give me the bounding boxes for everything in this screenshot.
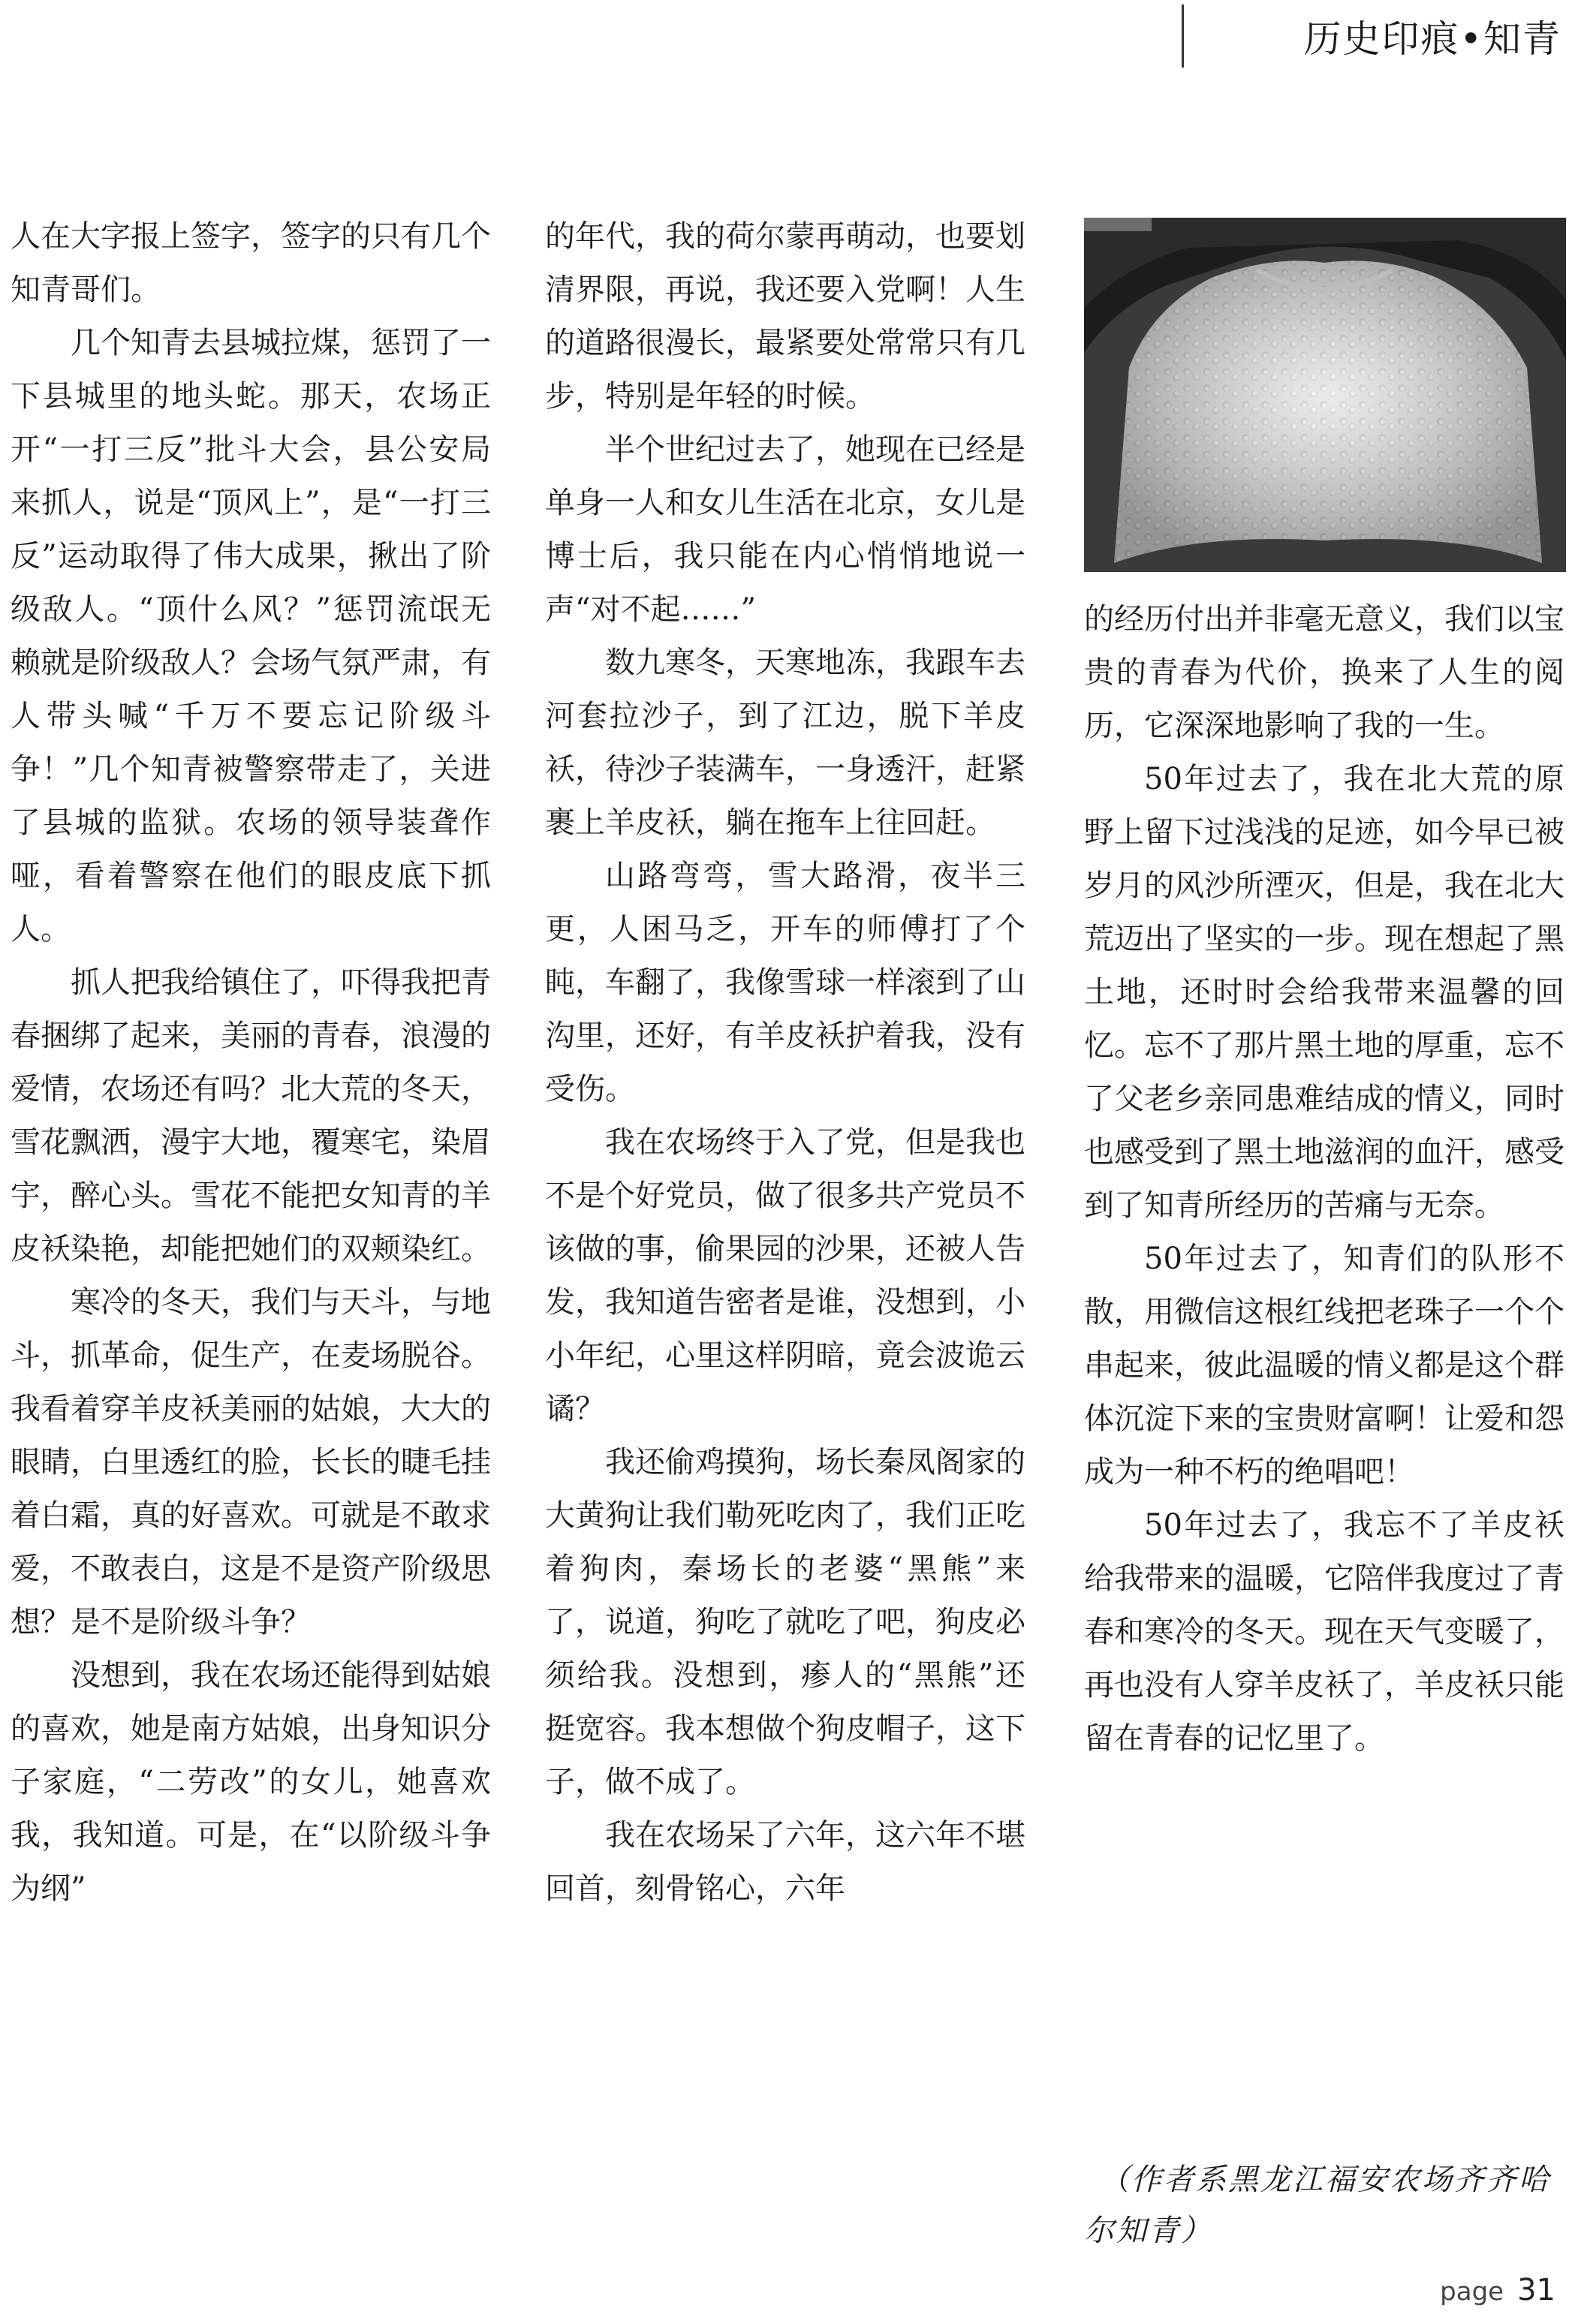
- paragraph: 人在大字报上签字，签字的只有几个知青哥们。: [11, 219, 491, 307]
- paragraph: 我在农场终于入了党，但是我也不是个好党员，做了很多共产党员不该做的事，偷果园的沙果，还被人告发，我知道告密者是谁，没想到，小小年纪，心里这样阴暗，竟会波诡云谲？: [545, 1125, 1025, 1426]
- paragraph: 抓人把我给镇住了，吓得我把青春捆绑了起来，美丽的青春，浪漫的爱情，农场还有吗？北大荒的冬天，雪花飘洒，漫宇大地，覆寒宅，染眉宇，醉心头。雪花不能把女知青的羊皮袄染艳，却能把她们的双颊染红。: [11, 965, 491, 1266]
- paragraph: 我还偷鸡摸狗，场长秦凤阁家的大黄狗让我们勒死吃肉了，我们正吃着狗肉，秦场长的老婆“黑熊”来了，说道，狗吃了就吃了吧，狗皮必须给我。没想到，瘆人的“黑熊”还挺宽容。我本想做个狗皮帽子，这下子，做不成了。: [545, 1445, 1025, 1799]
- author-byline: （作者系黑龙江福安农场齐齐哈尔知青）: [1084, 2163, 1551, 2248]
- page-number: 31: [1517, 2273, 1555, 2307]
- text-column-3: [1084, 593, 1564, 1766]
- paragraph: 几个知青去县城拉煤，惩罚了一下县城里的地头蛇。那天，农场正开“一打三反”批斗大会，县公安局来抓人，说是“顶风上”，是“一打三反”运动取得了伟大成果，揪出了阶级敌人。“顶什么风？”惩罚流氓无赖就是阶级敌人？会场气氛严肃，有人带头喊“千万不要忘记阶级斗争！”几个知青被警察带走了，关进了县城的监狱。农场的领导装聋作哑，看着警察在他们的眼皮底下抓人。: [11, 326, 491, 947]
- text-column-1: [11, 210, 491, 1916]
- page-footer: [1440, 2273, 1555, 2307]
- sheepskin-coat-photo: [1084, 218, 1566, 572]
- paragraph: 50年过去了，知青们的队形不散，用微信这根红线把老珠子一个个串起来，彼此温暖的情义都是这个群体沉淀下来的宝贵财富啊！让爱和怨成为一种不朽的绝唱吧！: [1084, 1242, 1564, 1489]
- paragraph: 我在农场呆了六年，这六年不堪回首，刻骨铭心，六年: [545, 1818, 1025, 1906]
- paragraph: 50年过去了，我在北大荒的原野上留下过浅浅的足迹，如今早已被岁月的风沙所湮灭，但是，我在北大荒迈出了坚实的一步。现在想起了黑土地，还时时会给我带来温馨的回忆。忘不了那片黑土地的厚重，忘不了父老乡亲同患难结成的情义，同时也感受到了黑土地滋润的血汗，感受到了知青所经历的苦痛与无奈。: [1084, 762, 1564, 1223]
- paragraph: 的经历付出并非毫无意义，我们以宝贵的青春为代价，换来了人生的阅历，它深深地影响了我的一生。: [1084, 602, 1564, 743]
- paragraph: 没想到，我在农场还能得到姑娘的喜欢，她是南方姑娘，出身知识分子家庭，“二劳改”的女儿，她喜欢我，我知道。可是，在“以阶级斗争为纲”: [11, 1658, 491, 1906]
- page-label: page: [1440, 2277, 1504, 2307]
- text-column-2: [545, 210, 1025, 1916]
- paragraph: 50年过去了，我忘不了羊皮袄给我带来的温暖，它陪伴我度过了青春和寒冷的冬天。现在天气变暖了，再也没有人穿羊皮袄了，羊皮袄只能留在青春的记忆里了。: [1084, 1508, 1564, 1756]
- paragraph: 数九寒冬，天寒地冻，我跟车去河套拉沙子，到了江边，脱下羊皮袄，待沙子装满车，一身透汗，赶紧裹上羊皮袄，躺在拖车上往回赶。: [545, 646, 1025, 840]
- paragraph: 的年代，我的荷尔蒙再萌动，也要划清界限，再说，我还要入党啊！人生的道路很漫长，最紧要处常常只有几步，特别是年轻的时候。: [545, 219, 1025, 414]
- paragraph: 山路弯弯，雪大路滑，夜半三更，人困马乏，开车的师傅打了个盹，车翻了，我像雪球一样滚到了山沟里，还好，有羊皮袄护着我，没有受伤。: [545, 859, 1025, 1106]
- section-header: [1182, 5, 1572, 68]
- paragraph: 半个世纪过去了，她现在已经是单身一人和女儿生活在北京，女儿是博士后，我只能在内心悄悄地说一声“对不起……”: [545, 432, 1025, 627]
- paragraph: 寒冷的冬天，我们与天斗，与地斗，抓革命，促生产，在麦场脱谷。我看着穿羊皮袄美丽的姑娘，大大的眼睛，白里透红的脸，长长的睫毛挂着白霜，真的好喜欢。可就是不敢求爱，不敢表白，这是不是资产阶级思想？是不是阶级斗争？: [11, 1285, 491, 1639]
- sheepskin-coat-illustration: [1084, 218, 1566, 572]
- section-title: 历史印痕•知青: [1303, 17, 1561, 61]
